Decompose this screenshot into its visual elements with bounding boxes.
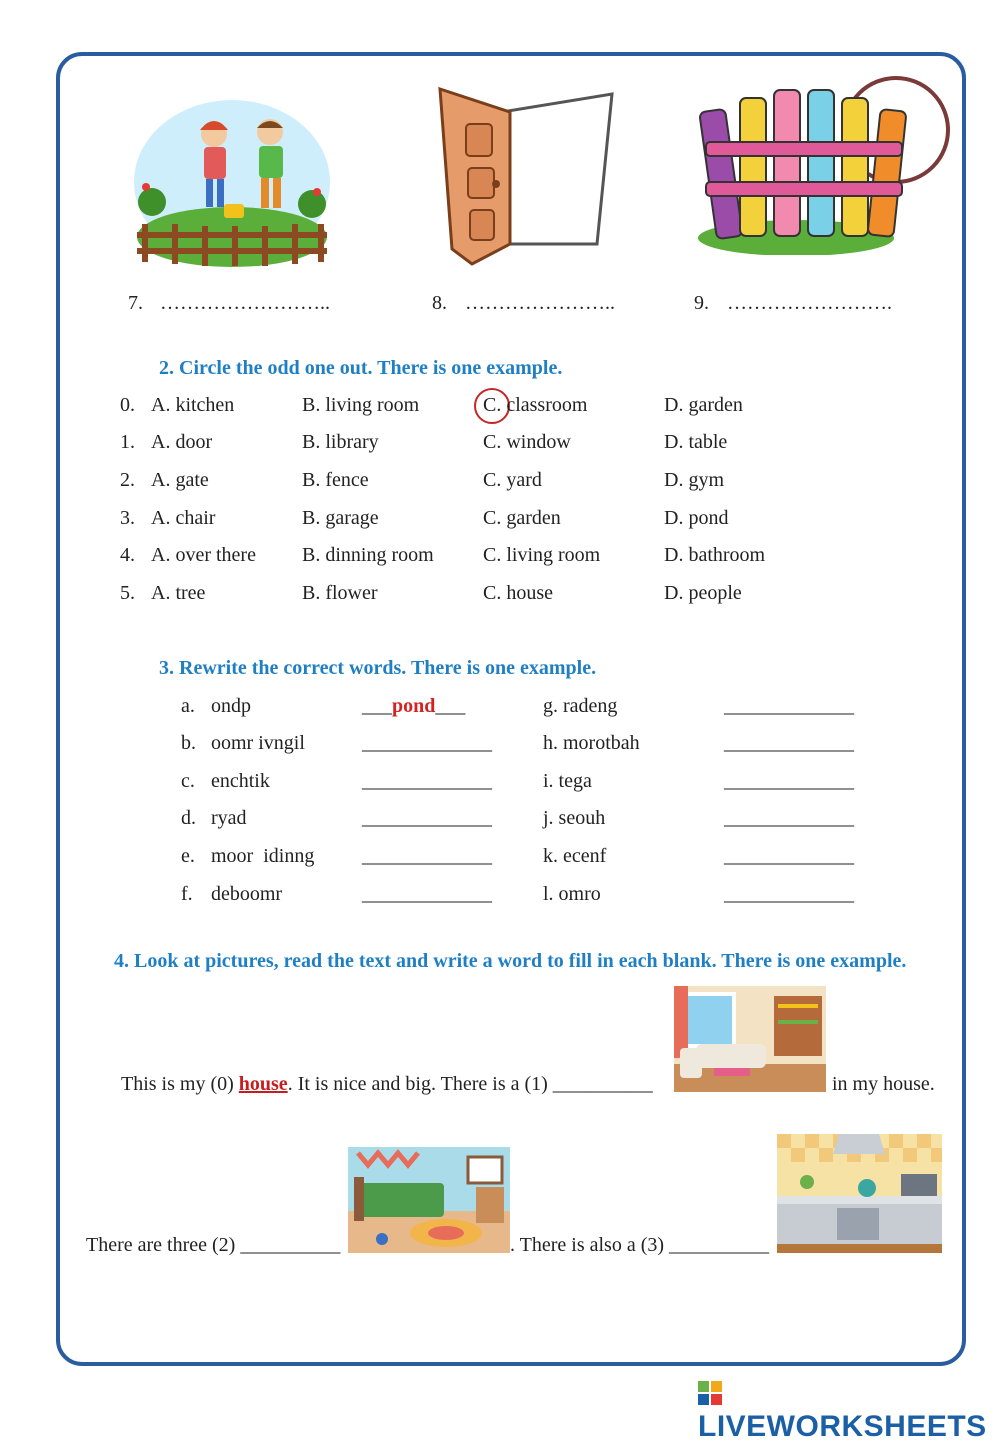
section2-heading: 2. Circle the odd one out. There is one example. bbox=[159, 357, 563, 379]
picture-8-label: 8. bbox=[432, 292, 447, 314]
row-number: 3. bbox=[120, 507, 135, 529]
answer-blank[interactable]: _____________ bbox=[362, 770, 492, 792]
row-number: 4. bbox=[120, 544, 135, 566]
picture-8-blank[interactable]: ………………….. bbox=[465, 292, 615, 314]
scrambled-word: oomr ivngil bbox=[211, 732, 305, 754]
scrambled-word-right: l. omro bbox=[543, 883, 601, 905]
option-b[interactable]: B. fence bbox=[302, 469, 369, 491]
answer-blank[interactable]: _____________ bbox=[724, 845, 854, 867]
section4-line1 bbox=[121, 1073, 653, 1096]
example-answer-blank: ___pond___ bbox=[362, 695, 466, 717]
item-letter: c. bbox=[181, 770, 195, 792]
line1-example-answer: house bbox=[238, 1073, 288, 1095]
kitchen-picture bbox=[777, 1134, 942, 1253]
scrambled-word-right: j. seouh bbox=[543, 807, 606, 829]
option-a[interactable]: A. kitchen bbox=[151, 394, 235, 416]
row-number: 1. bbox=[120, 431, 135, 453]
answer-blank[interactable]: _____________ bbox=[362, 883, 492, 905]
item-letter: f. bbox=[181, 883, 193, 905]
door-picture bbox=[432, 84, 622, 269]
option-d[interactable]: D. people bbox=[664, 582, 742, 604]
option-b[interactable]: B. living room bbox=[302, 394, 420, 416]
scrambled-word: moor idinng bbox=[211, 845, 315, 867]
option-c[interactable]: C. garden bbox=[483, 507, 561, 529]
answer-blank[interactable]: _____________ bbox=[362, 807, 492, 829]
option-c[interactable]: C. yard bbox=[483, 469, 542, 491]
bedroom-picture bbox=[348, 1147, 510, 1253]
liveworksheets-logo-icon bbox=[698, 1381, 722, 1405]
option-a[interactable]: A. door bbox=[151, 431, 213, 453]
option-d[interactable]: D. pond bbox=[664, 507, 729, 529]
fence-picture bbox=[698, 70, 950, 255]
line1-text-end: in my house. bbox=[832, 1073, 935, 1095]
option-b[interactable]: B. library bbox=[302, 431, 379, 453]
option-c[interactable]: C. classroom bbox=[483, 394, 588, 416]
scrambled-word-right: i. tega bbox=[543, 770, 592, 792]
item-letter: b. bbox=[181, 732, 196, 754]
option-a[interactable]: A. gate bbox=[151, 469, 209, 491]
row-number: 0. bbox=[120, 394, 135, 416]
garden-picture bbox=[132, 92, 332, 270]
line1-text-mid[interactable]: . It is nice and big. There is a (1) __________ bbox=[287, 1073, 653, 1095]
section4-line2-mid[interactable]: . There is also a (3) __________ bbox=[510, 1234, 770, 1256]
scrambled-word: ondp bbox=[211, 695, 251, 717]
option-c[interactable]: C. window bbox=[483, 431, 571, 453]
section4-line2-start[interactable]: There are three (2) __________ bbox=[86, 1234, 341, 1256]
answer-blank[interactable]: _____________ bbox=[724, 732, 854, 754]
scrambled-word: enchtik bbox=[211, 770, 270, 792]
row-number: 2. bbox=[120, 469, 135, 491]
option-a[interactable]: A. tree bbox=[151, 582, 206, 604]
brand-text: LIVEWORKSHEETS bbox=[698, 1410, 987, 1443]
option-b[interactable]: B. flower bbox=[302, 582, 378, 604]
scrambled-word-right: h. morotbah bbox=[543, 732, 640, 754]
picture-7-label: 7. bbox=[128, 292, 143, 314]
item-letter: e. bbox=[181, 845, 195, 867]
option-b[interactable]: B. dinning room bbox=[302, 544, 434, 566]
answer-blank[interactable]: _____________ bbox=[724, 770, 854, 792]
scrambled-word-right: k. ecenf bbox=[543, 845, 607, 867]
option-c[interactable]: C. living room bbox=[483, 544, 601, 566]
scrambled-word: ryad bbox=[211, 807, 247, 829]
option-d[interactable]: D. gym bbox=[664, 469, 724, 491]
option-d[interactable]: D. table bbox=[664, 431, 728, 453]
answer-blank[interactable]: _____________ bbox=[724, 883, 854, 905]
item-letter: a. bbox=[181, 695, 195, 717]
answer-blank[interactable]: _____________ bbox=[724, 695, 854, 717]
scrambled-word-right: g. radeng bbox=[543, 695, 618, 717]
picture-7-blank[interactable]: …………………….. bbox=[160, 292, 330, 314]
option-c[interactable]: C. house bbox=[483, 582, 553, 604]
item-letter: d. bbox=[181, 807, 196, 829]
living-room-picture bbox=[674, 986, 826, 1092]
row-number: 5. bbox=[120, 582, 135, 604]
line1-text-start: This is my (0) bbox=[121, 1073, 239, 1095]
section4-heading: 4. Look at pictures, read the text and write a word to fill in each blank. There is one example. bbox=[114, 950, 907, 972]
section3-heading: 3. Rewrite the correct words. There is one example. bbox=[159, 657, 597, 679]
scrambled-word: deboomr bbox=[211, 883, 283, 905]
option-d[interactable]: D. bathroom bbox=[664, 544, 766, 566]
picture-9-label: 9. bbox=[694, 292, 709, 314]
liveworksheets-brand bbox=[698, 1376, 1000, 1444]
option-b[interactable]: B. garage bbox=[302, 507, 379, 529]
answer-blank[interactable]: _____________ bbox=[362, 845, 492, 867]
picture-9-blank[interactable]: ……………………. bbox=[727, 292, 892, 314]
answer-blank[interactable]: _____________ bbox=[724, 807, 854, 829]
example-answer: pond bbox=[392, 695, 436, 717]
option-a[interactable]: A. over there bbox=[151, 544, 256, 566]
option-a[interactable]: A. chair bbox=[151, 507, 216, 529]
option-d[interactable]: D. garden bbox=[664, 394, 743, 416]
answer-blank[interactable]: _____________ bbox=[362, 732, 492, 754]
